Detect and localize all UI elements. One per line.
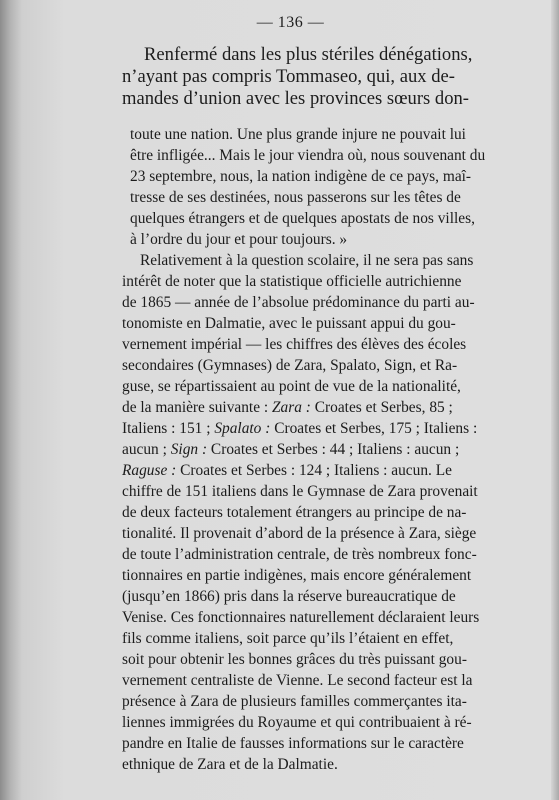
city-name-raguse: Raguse :: [122, 462, 177, 479]
text-line: guse, se répartissaient au point de vue de la nationalité,: [122, 378, 461, 395]
text-line: de 1865 — année de l’absolue prédominance du parti au-: [122, 294, 475, 311]
text-line: présence à Zara de plusieurs familles commerçantes ita-: [122, 693, 467, 710]
city-name-zara: Zara :: [272, 399, 311, 416]
text-line: [122, 439, 459, 460]
text-line: Relativement à la question scolaire, il ne sera pas sans: [140, 252, 474, 269]
text-line: chiffre de 151 italiens dans le Gymnase de Zara provenait: [122, 483, 478, 500]
text-line: [122, 397, 453, 418]
text-line: (jusqu’en 1866) pris dans la réserve bureaucratique de: [122, 588, 456, 605]
city-name-sign: Sign :: [170, 441, 208, 458]
text-line: Venise. Ces fonctionnaires naturellement déclaraient leurs: [122, 609, 480, 626]
text-segment: Croates et Serbes : 124 ; Italiens : aucun. Le: [176, 462, 452, 479]
text-line: à l’ordre du jour et pour toujours. »: [130, 231, 348, 248]
text-line: n’ayant pas compris Tommaseo, qui, aux de-: [122, 66, 455, 87]
text-line: quelques étrangers et de quelques apostats de nos villes,: [130, 210, 475, 227]
text-line: [122, 460, 452, 481]
page-number: — 136 —: [256, 14, 325, 31]
text-segment: aucun ;: [122, 441, 171, 458]
text-line: liennes immigrées du Royaume et qui contribuaient à ré-: [122, 714, 472, 731]
text-segment: Italiens : 151 ;: [122, 420, 215, 437]
text-line: vernement impérial — les chiffres des élèves des écoles: [122, 336, 467, 353]
book-page: [22, 0, 559, 800]
text-line: tionalité. Il provenait d’abord de la présence à Zara, siège: [122, 525, 477, 542]
book-binding-shadow: [0, 0, 22, 800]
text-line: intérêt de noter que la statistique officielle autrichienne: [122, 273, 462, 290]
text-segment: Croates et Serbes : 44 ; Italiens : aucun ;: [207, 441, 460, 458]
text-line: de deux facteurs totalement étrangers au principe de na-: [122, 504, 467, 521]
text-line: Renfermé dans les plus stériles dénégations,: [144, 44, 473, 65]
city-name-spalato: Spalato :: [214, 420, 271, 437]
text-line: tresse de ses destinées, nous passerons sur les têtes de: [130, 189, 461, 206]
text-line: mandes d’union avec les provinces sœurs don-: [122, 88, 469, 109]
text-line: pandre en Italie de fausses informations sur le caractère: [122, 735, 464, 752]
text-line: toute une nation. Une plus grande injure ne pouvait lui: [130, 126, 466, 143]
text-segment: Croates et Serbes, 85 ;: [310, 399, 453, 416]
text-line: tonomiste en Dalmatie, avec le puissant appui du gou-: [122, 315, 456, 332]
text-line: ethnique de Zara et de la Dalmatie.: [122, 756, 338, 773]
text-line: fils comme italiens, soit parce qu’ils l’étaient en effet,: [122, 630, 454, 647]
text-segment: de la manière suivante :: [122, 399, 272, 416]
text-line: vernement centraliste de Vienne. Le second facteur est la: [122, 672, 473, 689]
text-line: [122, 418, 477, 439]
page-edge: [551, 0, 559, 800]
text-line: soit pour obtenir les bonnes grâces du très puissant gou-: [122, 651, 467, 668]
text-segment: Croates et Serbes, 175 ; Italiens :: [270, 420, 478, 437]
text-line: secondaires (Gymnases) de Zara, Spalato, Sign, et Ra-: [122, 357, 458, 374]
text-line: de toute l’administration centrale, de très nombreux fonc-: [122, 546, 477, 563]
text-line: tionnaires en partie indigènes, mais encore généralement: [122, 567, 472, 584]
text-line: être infligée... Mais le jour viendra où, nous souvenant du: [130, 147, 486, 164]
text-line: 23 septembre, nous, la nation indigène de ce pays, maî-: [130, 168, 472, 185]
